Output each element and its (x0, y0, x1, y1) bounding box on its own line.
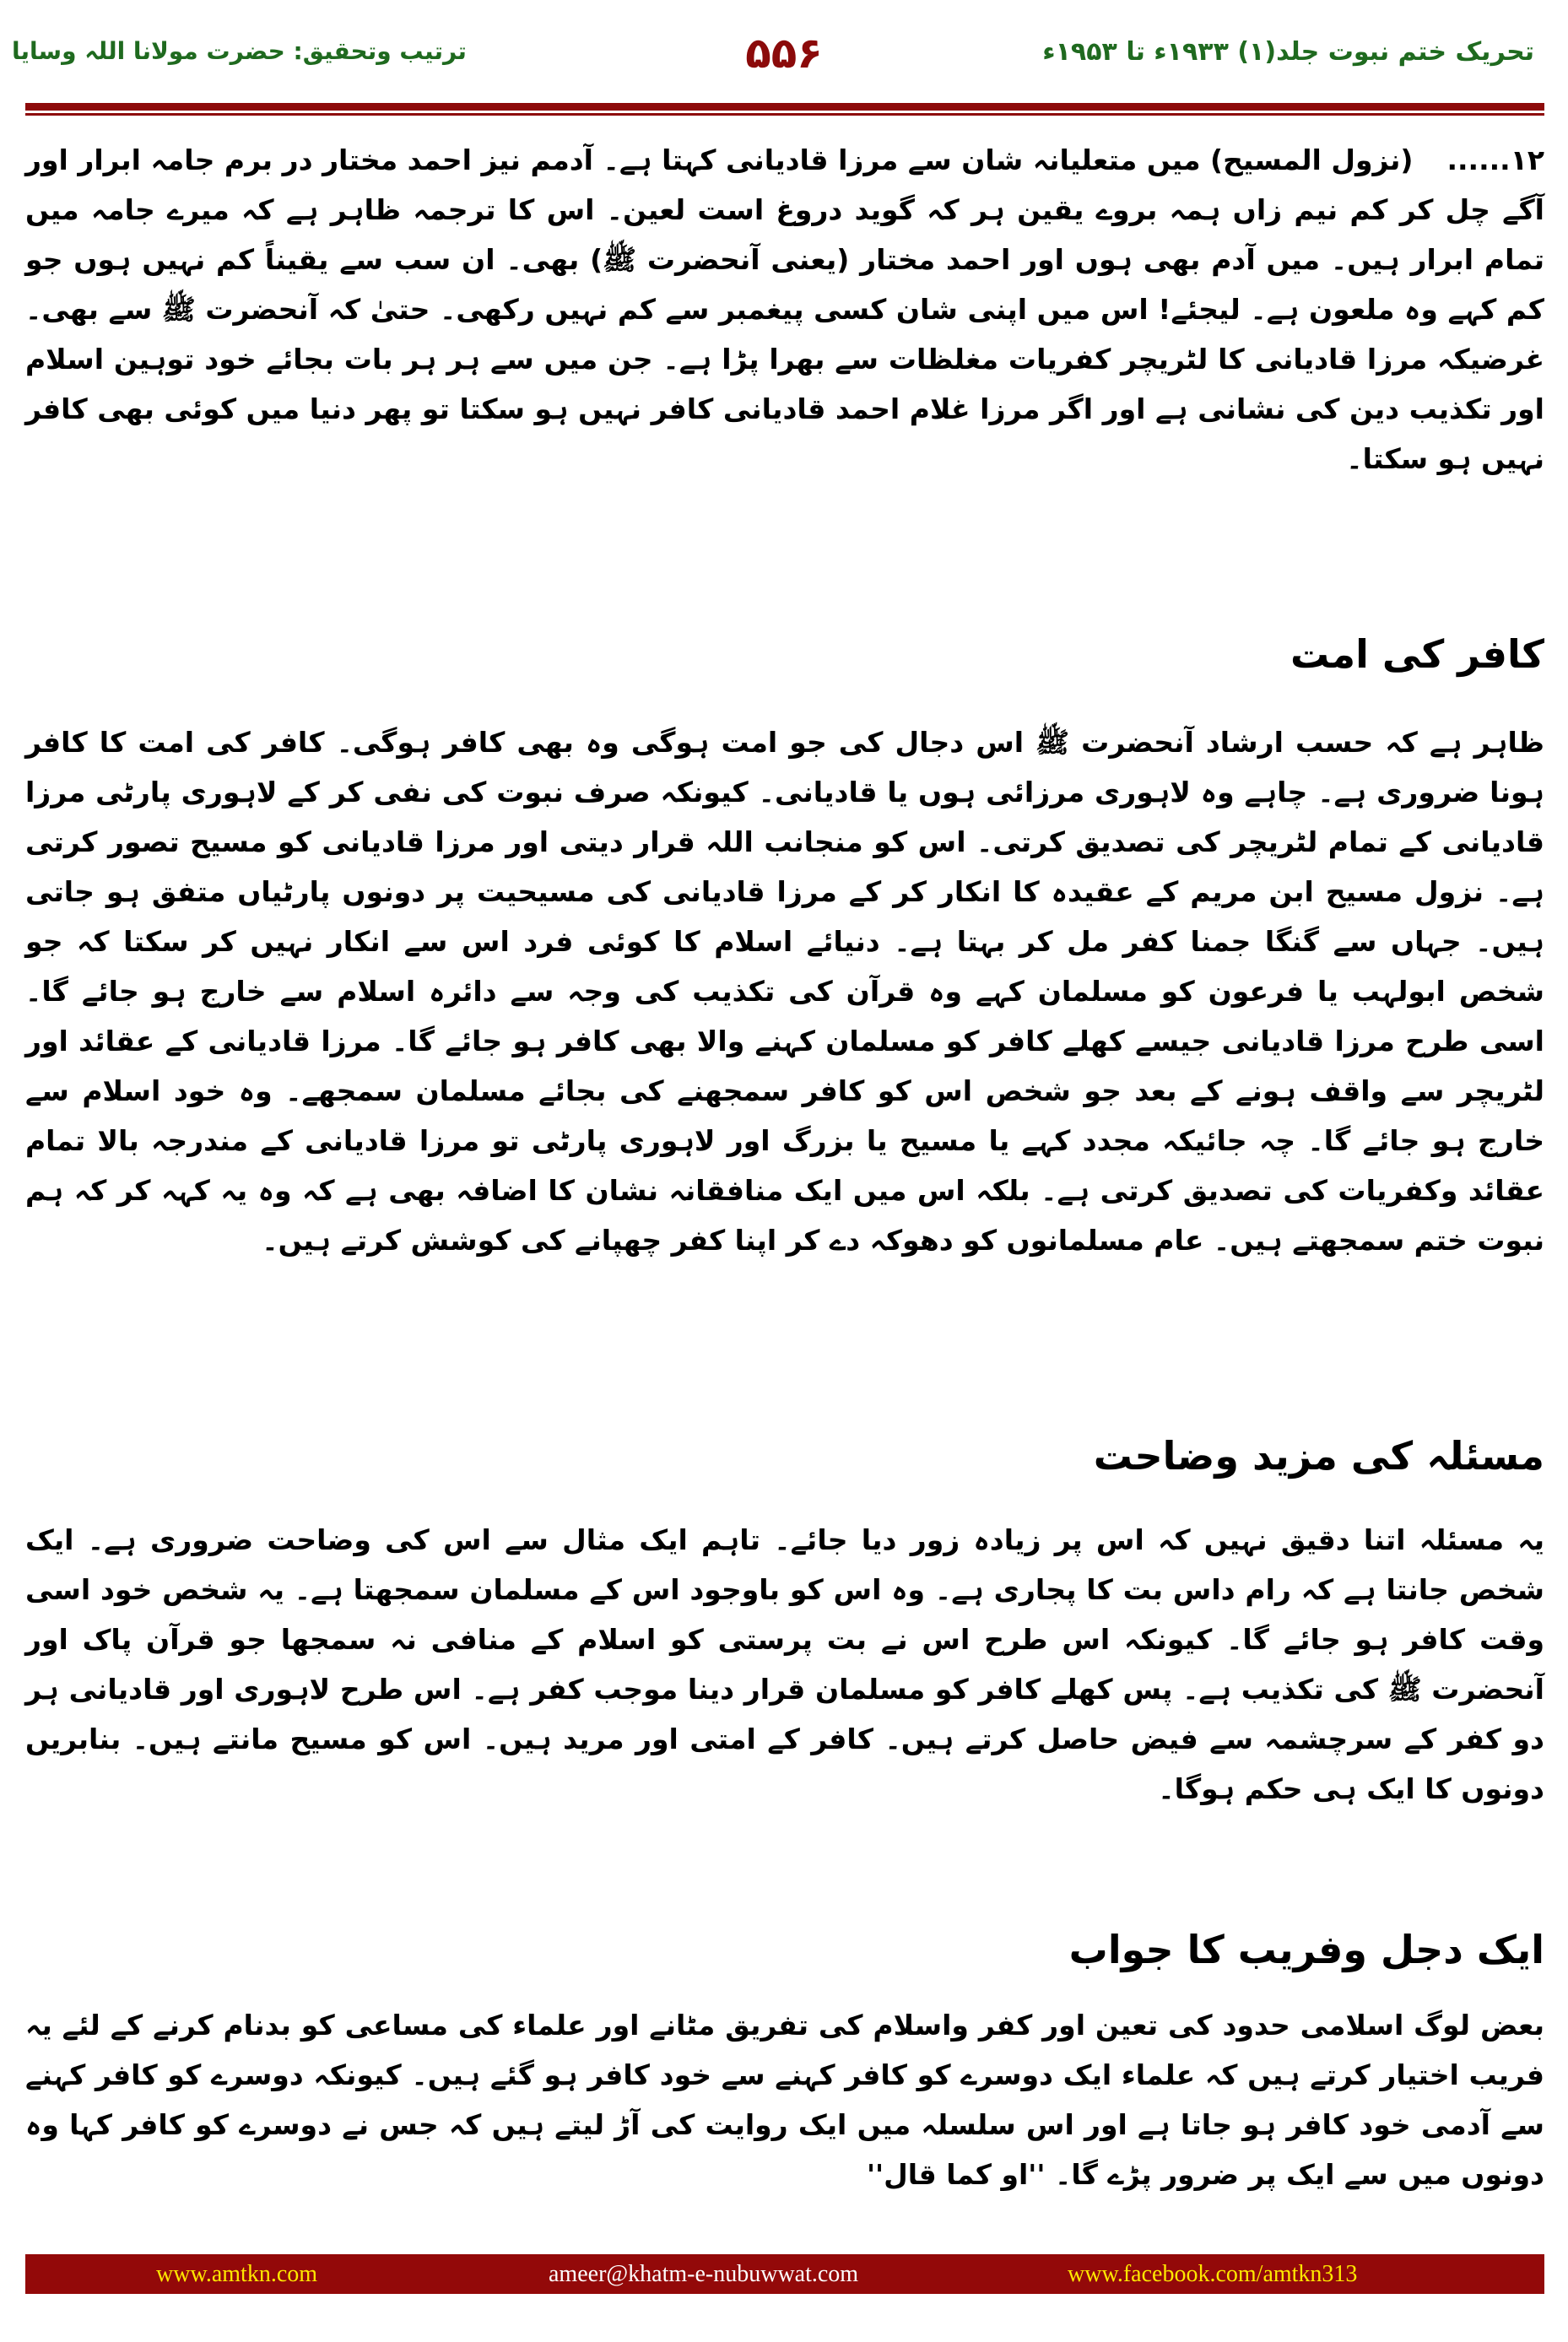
compiler-credit: ترتیب وتحقیق: حضرت مولانا اللہ وسایا (12, 37, 467, 65)
paragraph-number: ۱۲...... (1446, 143, 1544, 176)
page-header (0, 25, 1568, 76)
book-title: تحریک ختم نبوت جلد(۱) ۱۹۳۳ء تا ۱۹۵۳ء (1042, 37, 1534, 67)
header-divider-thin (25, 113, 1544, 116)
heading-dajal-o-fareb: ایک دجل وفریب کا جواب (1068, 1927, 1544, 1972)
paragraph-text: (نزول المسیح) میں متعلیانہ شان سے مرزا قادیانی کہتا ہے۔ آدمم نیز احمد مختار در برم جامہ ابرار اور آگے چل کر کم نیم زاں ہمہ بروے یقین ہر کہ گوید دروغ است لعین۔ اس کا ترجمہ ظاہر ہے کہ میرے جامہ میں تمام ابرار ہیں۔ میں آدم بھی ہوں اور احمد مختار (یعنی آنحضرت ﷺ) بھی۔ ان سب سے یقیناً کم نہیں ہوں جو کم کہے وہ ملعون ہے۔ لیجئے! اس میں اپنی شان کسی پیغمبر سے کم نہیں رکھی۔ حتیٰ کہ آنحضرت ﷺ سے بھی۔ غرضیکہ مرزا قادیانی کا لٹریچر کفریات مغلظات سے بھرا پڑا ہے۔ جن میں سے ہر ہر بات بجائے خود توہین اسلام اور تکذیب دین کی نشانی ہے اور اگر مرزا غلام احمد قادیانی کافر نہیں ہو سکتا تو پھر دنیا میں کوئی بھی کافر نہیں ہو سکتا۔ (25, 143, 1544, 475)
heading-mazeed-wazahat: مسئلہ کی مزید وضاحت (1093, 1433, 1544, 1479)
page-number: ۵۵۶ (745, 29, 823, 78)
page-footer (25, 2254, 1544, 2294)
paragraph-kafir-ki-ummat: ظاہر ہے کہ حسب ارشاد آنحضرت ﷺ اس دجال کی جو امت ہوگی وہ بھی کافر ہوگی۔ کافر کی امت کا کافر ہونا ضروری ہے۔ چاہے وہ لاہوری مرزائی ہوں یا قادیانی۔ کیونکہ صرف نبوت کی نفی کر کے لاہوری پارٹی مرزا قادیانی کے تمام لٹریچر کی تصدیق کرتی۔ اس کو منجانب اللہ قرار دیتی اور مرزا قادیانی کو مسیح تصور کرتی ہے۔ نزول مسیح ابن مریم کے عقیدہ کا انکار کر کے مرزا قادیانی کی مسیحیت پر دونوں پارٹیاں متفق ہو جاتی ہیں۔ جہاں سے گنگا جمنا کفر مل کر بہتا ہے۔ دنیائے اسلام کا کوئی فرد اس سے انکار نہیں کر سکتا کہ جو شخص ابولہب یا فرعون کو مسلمان کہے وہ قرآن کی تکذیب کی وجہ سے دائرہ اسلام سے خارج ہو جائے گا۔ اسی طرح مرزا قادیانی جیسے کھلے کافر کو مسلمان کہنے والا بھی کافر ہو جائے گا۔ مرزا قادیانی کے عقائد اور لٹریچر سے واقف ہونے کے بعد جو شخص اس کو کافر سمجھنے کی بجائے مسلمان سمجھے۔ وہ خود اسلام سے خارج ہو جائے گا۔ چہ جائیکہ مجدد کہے یا مسیح یا بزرگ اور لاہوری پارٹی تو مرزا قادیانی کے مندرجہ بالا تمام عقائد وکفریات کی تصدیق کرتی ہے۔ بلکہ اس میں ایک منافقانہ نشان کا اضافہ بھی ہے کہ وہ یہ کہہ کر کہ ہم نبوت ختم سمجھتے ہیں۔ عام مسلمانوں کو دھوکہ دے کر اپنا کفر چھپانے کی کوشش کرتے ہیں۔ (25, 726, 1544, 1257)
email-link[interactable]: ameer@khatm-e-nubuwwat.com (549, 2261, 859, 2287)
paragraph-mazeed-wazahat: یہ مسئلہ اتنا دقیق نہیں کہ اس پر زیادہ زور دیا جائے۔ تاہم ایک مثال سے اس کی وضاحت ضروری ہے۔ ایک شخص جانتا ہے کہ رام داس بت کا پجاری ہے۔ وہ اس کو باوجود اس کے مسلمان سمجھتا ہے۔ یہ شخص خود اسی وقت کافر ہو جائے گا۔ کیونکہ اس طرح اس نے بت پرستی کو اسلام کے منافی نہ سمجھا جو قرآن پاک اور آنحضرت ﷺ کی تکذیب ہے۔ پس کھلے کافر کو مسلمان قرار دینا موجب کفر ہے۔ اس طرح لاہوری اور قادیانی ہر دو کفر کے سرچشمہ سے فیض حاصل کرتے ہیں۔ کافر کے امتی اور مرید ہیں۔ اس کو مسیح مانتے ہیں۔ بنابریں دونوں کا ایک ہی حکم ہوگا۔ (25, 1523, 1544, 1805)
paragraph-dajal-o-fareb: بعض لوگ اسلامی حدود کی تعین اور کفر واسلام کی تفریق مٹانے اور علماء کی مساعی کو بدنام کرنے کے لئے یہ فریب اختیار کرتے ہیں کہ علماء ایک دوسرے کو کافر کہنے سے خود کافر ہو گئے ہیں۔ کیونکہ دوسرے کو کافر کہنے سے آدمی خود کافر ہو جاتا ہے اور اس سلسلہ میں ایک روایت کی آڑ لیتے ہیں کہ جس نے دوسرے کو کافر کہا وہ دونوں میں سے ایک پر ضرور پڑے گا۔ ''او کما قال'' (25, 2009, 1544, 2191)
website-link[interactable]: www.amtkn.com (156, 2261, 318, 2287)
paragraph-12 (25, 135, 1544, 484)
facebook-link[interactable]: www.facebook.com/amtkn313 (1068, 2261, 1358, 2287)
header-divider-thick (25, 103, 1544, 111)
heading-kafir-ki-ummat: کافر کی امت (1290, 631, 1544, 677)
